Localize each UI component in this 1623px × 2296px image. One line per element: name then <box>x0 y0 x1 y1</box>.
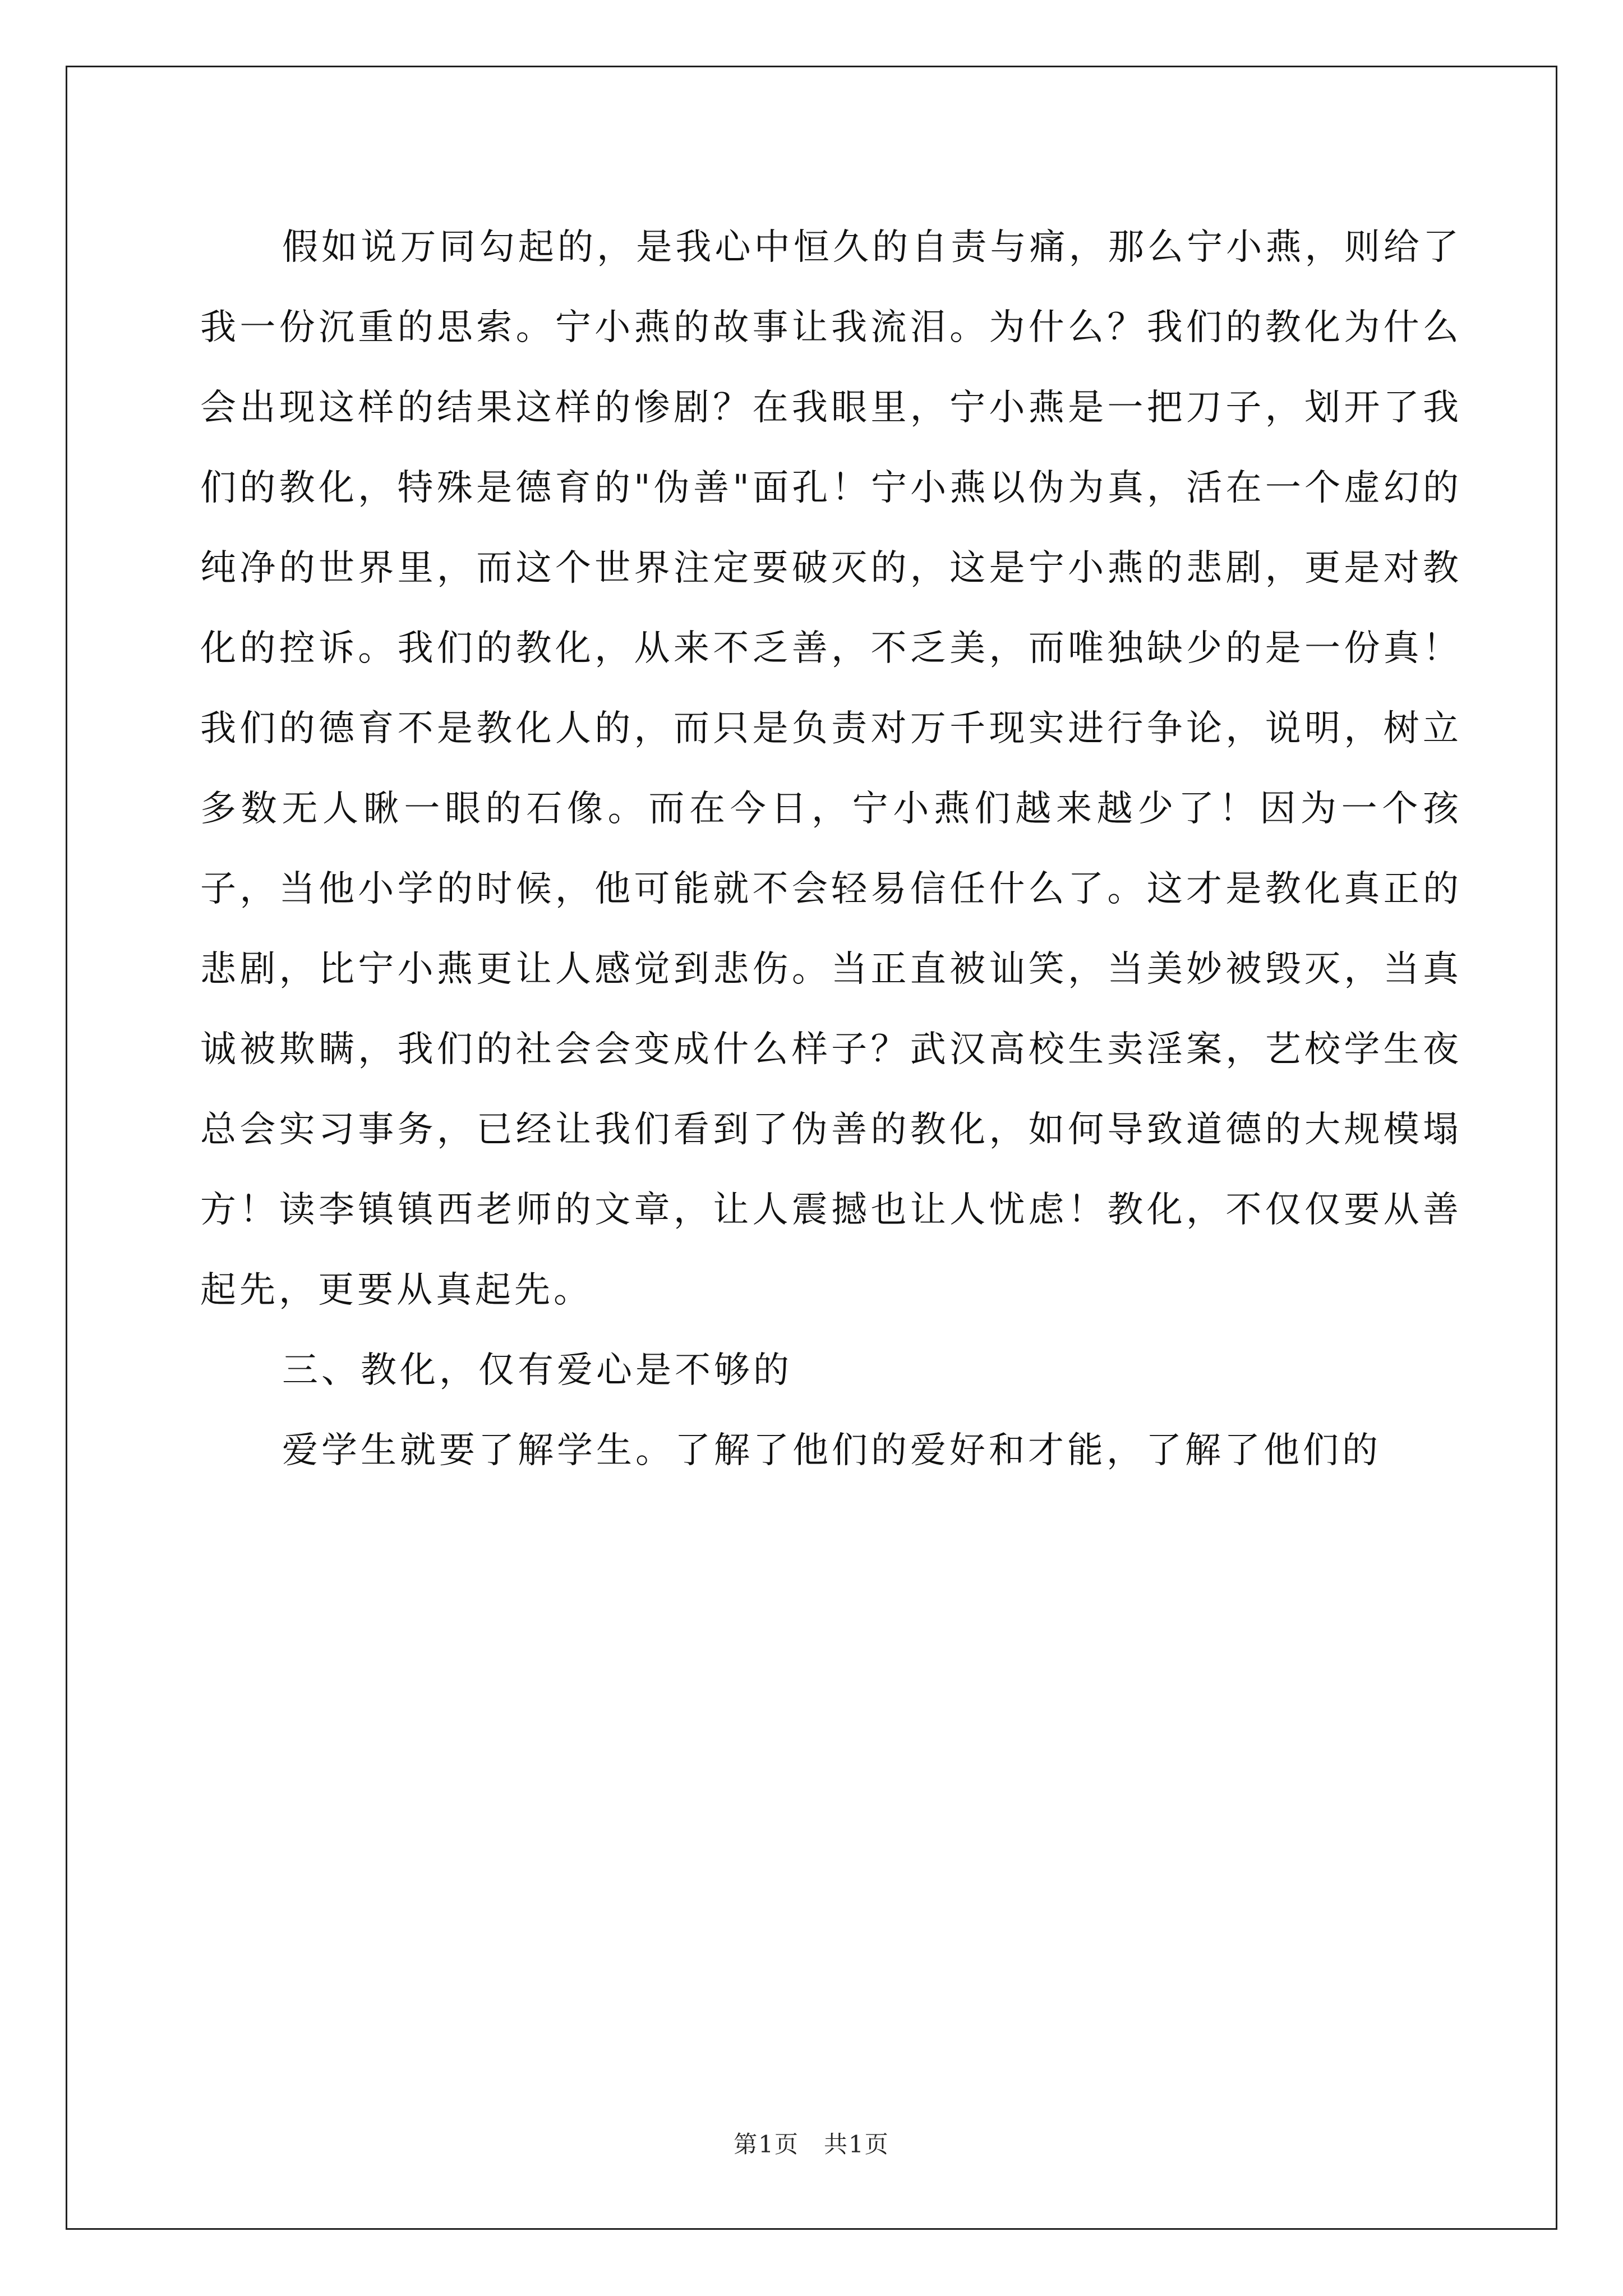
paragraph: 爱学生就要了解学生。了解了他们的爱好和才能，了解了他们的 <box>282 1430 1381 1471</box>
document-body <box>200 208 1462 1491</box>
section-heading: 三、教化，仅有爱心是不够的 <box>282 1350 792 1391</box>
paragraph: 假如说万同勾起的，是我心中恒久的自责与痛，那么宁小燕，则给了我一份沉重的思索。宁小燕的故事让我流泪。为什么？我们的教化为什么会出现这样的结果这样的惨剧？在我眼里，宁小燕是一把刀子，划开了我们的教化，特殊是德育的"伪善"面孔！宁小燕以伪为真，活在一个虚幻的纯净的世界里，而这个世界注定要破灭的，这是宁小燕的悲剧，更是对教化的控诉。我们的教化，从来不乏善，不乏美，而唯独缺少的是一份真！我们的德育不是教化人的，而只是负责对万千现实进行争论，说明，树立多数无人瞅一眼的石像。而在今日，宁小燕们越来越少了！因为一个孩子，当他小学的时候，他可能就不会轻易信任什么了。这才是教化真正的悲剧，比宁小燕更让人感觉到悲伤。当正直被讪笑，当美妙被毁灭，当真诚被欺瞒，我们的社会会变成什么样子？武汉高校生卖淫案，艺校学生夜总会实习事务，已经让我们看到了伪善的教化，如何导致道德的大规模塌方！读李镇镇西老师的文章，让人震撼也让人忧虑！教化，不仅仅要从善起先，更要从真起先。 <box>200 227 1462 1311</box>
page-number-footer: 第1页 共1页 <box>734 2131 889 2158</box>
